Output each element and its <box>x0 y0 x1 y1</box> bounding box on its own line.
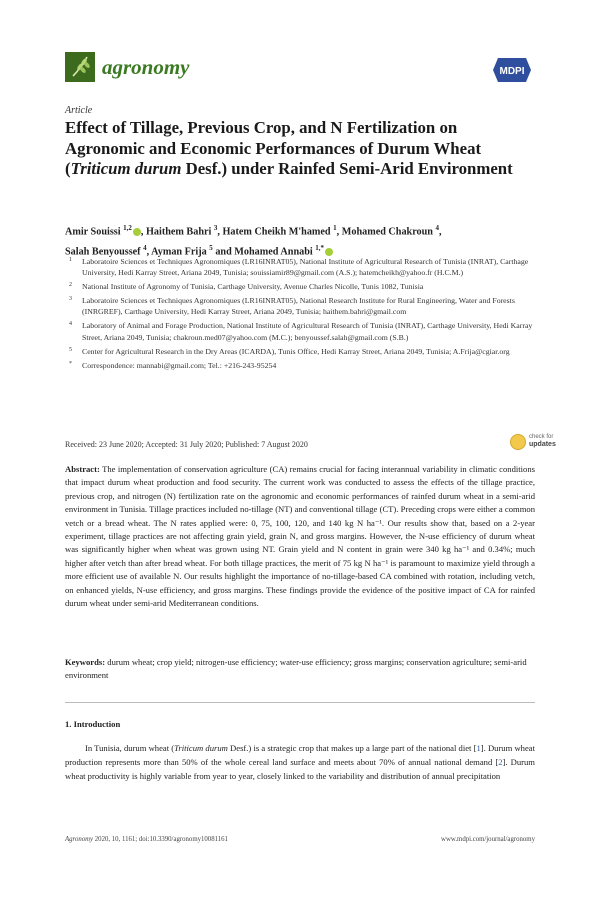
keywords-label: Keywords: <box>65 657 106 667</box>
reference-link[interactable]: 2 <box>498 757 503 768</box>
abstract <box>65 463 535 610</box>
affiliation-list <box>65 256 535 374</box>
affiliation-text: Laboratoire Sciences et Techniques Agronomiques (LR16INRAT05), National Institute of Agricultural Research of Tunisia (INRAT), Carthage University, Hedi Karray Street, Ariana 2049, Tunisia; souissiamir89@gmail.com (A.S.); hatemcheikh@yahoo.fr (H.C.M.) <box>82 257 529 278</box>
check-for-label: check for <box>529 434 554 440</box>
author-name[interactable]: Amir Souissi <box>65 226 121 238</box>
author-separator: and <box>212 246 235 258</box>
affiliation-text: Center for Agricultural Research in the Dry Areas (ICARDA), Tunis Office, Hedi Karray Street, Ariana 2049, Tunisia; A.Frija@cgiar.org <box>82 346 510 356</box>
updates-label: updates <box>529 441 556 448</box>
article-title <box>65 118 535 180</box>
affiliation-number: 5 <box>69 346 72 353</box>
abstract-text: The implementation of conservation agriculture (CA) remains crucial for facing interannual variability in climatic conditions that impact durum wheat production and food security. The current work was conducted to assess the effects of the tillage practice, previous crop, and nitrogen (N) fertilization rate on the agronomic and economic performances of rainfed durum wheat in a semi-arid environment in Tunisia. Tillage practices included no-tillage (NT) and conventional tillage (CT). Preceding crops were either a common vetch or a bread wheat. The N rates applied were: 0, 75, 100, 120, and 140 kg N ha⁻¹. Our results show that, based on a 2-year experiment, tillage practices are not affecting grain yield, grain N, and gross margins. However, the N-use efficiency of durum wheat was significantly higher when wheat was grown using NT. Grain yield and N content in grain were 340 kg ha⁻¹ and 0.34%; much higher after vetch than after bread wheat. For both tillage practices, the merit of 75 kg N ha⁻¹ is paramount to maximize yield through a more efficient use of available N. Our results highlight the importance of no-tillage-based CA combined with rotation, including vetch, on enhanced yields, N-use efficiency, and gross margins. These findings provide the evidence of the positive impact of CA for rainfed durum wheat under semi-arid Mediterranean conditions. <box>65 464 535 609</box>
affiliation-number: * <box>69 360 72 367</box>
affiliation-number: 1 <box>69 257 72 263</box>
publisher-logo[interactable] <box>493 58 531 82</box>
author-separator: , <box>146 246 152 258</box>
title-part-1: Effect of Tillage, Previous Crop, and N Fertilization on Agronomic and Economic Performances of Durum Wheat ( <box>65 118 482 178</box>
author-separator: , <box>217 226 223 238</box>
affiliation-text: Laboratoire Sciences et Techniques Agronomiques (LR16INRAT05), National Research Institute for Rural Engineering, Water and Forests (INRGREF), Carthage University, Hedi Karray Street, Ariana 2049, Tunisia; haithem.bahri@gmail.com <box>82 296 515 317</box>
author-affiliation-ref: 1,2 <box>123 224 132 232</box>
orcid-icon[interactable] <box>133 228 141 236</box>
intro-species: Triticum durum <box>174 743 228 753</box>
author-list <box>65 220 535 261</box>
footer-citation <box>65 836 228 843</box>
update-icon <box>510 434 526 450</box>
author-affiliation-ref: 4 <box>435 224 440 232</box>
section-divider <box>65 702 535 703</box>
author-name[interactable]: Ayman Frija <box>151 246 207 258</box>
affiliation-item <box>65 346 535 357</box>
affiliation-number: 2 <box>69 282 72 289</box>
journal-logo <box>65 52 95 82</box>
footer-url[interactable]: www.mdpi.com/journal/agronomy <box>441 836 535 843</box>
author-name[interactable]: Salah Benyoussef <box>65 246 141 258</box>
author-name[interactable]: Mohamed Chakroun <box>341 226 433 238</box>
affiliation-number: 4 <box>69 321 72 328</box>
abstract-label: Abstract: <box>65 464 100 474</box>
wheat-icon <box>65 52 95 82</box>
affiliation-text: Laboratory of Animal and Forage Production, National Institute of Agricultural Research of Tunisia (INRAT), Carthage University, Hedi Karray Street, Ariana 2049, Tunisia; chakroun.med07@yahoo.com (M.C.); benyoussef.salah@gmail.com (S.B.) <box>82 321 533 342</box>
author-separator: , <box>140 226 146 238</box>
affiliation-item <box>65 281 535 292</box>
title-species: Triticum durum <box>70 159 182 178</box>
journal-name[interactable]: agronomy <box>102 55 190 79</box>
author-separator: , <box>336 226 342 238</box>
affiliation-item <box>65 295 535 317</box>
author-name[interactable]: Mohamed Annabi <box>234 246 313 258</box>
affiliation-item <box>65 256 535 278</box>
article-type: Article <box>65 105 93 116</box>
affiliation-text: Correspondence: mannabi@gmail.com; Tel.: +216-243-95254 <box>82 360 277 370</box>
title-part-2: Desf.) under Rainfed Semi-Arid Environment <box>181 159 513 178</box>
reference-link[interactable]: 1 <box>476 743 481 753</box>
author-name[interactable]: Haithem Bahri <box>145 226 212 238</box>
keywords-text: durum wheat; crop yield; nitrogen-use efficiency; water-use efficiency; gross margins; conservation agriculture; semi-arid environment <box>65 657 527 681</box>
intro-paragraph: In Tunisia, durum wheat (Triticum durum Desf.) is a strategic crop that makes up a large part of the national diet [1]. Durum wheat production represents more than 50% of the whole cereal land surface and meets about 70% of annual national demand [2]. Durum wheat productivity is highly variable from year to year, closely linked to the variability and distribution of annual precipitation <box>65 743 535 782</box>
affiliation-text: National Institute of Agronomy of Tunisia, Carthage University, Avenue Charles Nicolle, Tunis 1082, Tunisia <box>82 282 424 292</box>
footer-citation-text: 2020, 10, 1161; doi:10.3390/agronomy10081161 <box>94 836 228 843</box>
author-affiliation-ref: 4 <box>143 244 147 253</box>
author-affiliation-ref: 5 <box>209 244 213 253</box>
author-separator: , <box>439 226 442 238</box>
publication-dates: Received: 23 June 2020; Accepted: 31 July 2020; Published: 7 August 2020 <box>65 440 308 449</box>
affiliation-item <box>65 320 535 342</box>
check-for-updates-button[interactable] <box>510 432 556 454</box>
section-heading: 1. Introduction <box>65 719 121 729</box>
publisher-name: MDPI <box>499 66 525 77</box>
footer-journal: Agronomy <box>65 836 94 843</box>
author-affiliation-ref: 1,* <box>315 244 324 253</box>
keywords <box>65 656 535 683</box>
affiliation-number: 3 <box>69 296 72 303</box>
affiliation-item <box>65 360 535 371</box>
author-affiliation-ref: 3 <box>213 224 218 232</box>
author-affiliation-ref: 1 <box>333 224 337 232</box>
author-name[interactable]: Hatem Cheikh M'hamed <box>222 226 331 238</box>
